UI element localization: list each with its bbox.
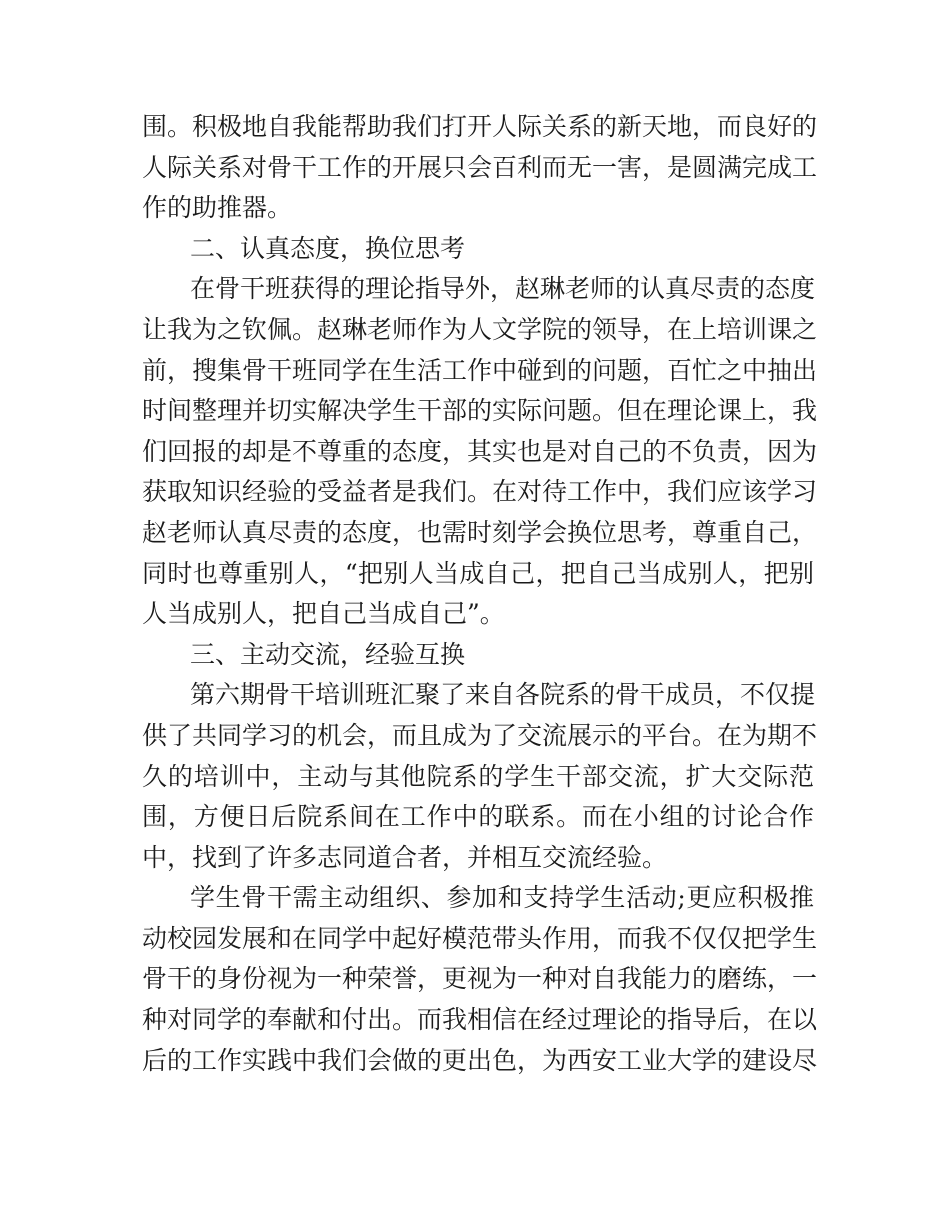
text-line: 在骨干班获得的理论指导外，赵琳老师的认真尽责的态度 [190,274,816,304]
text-line: 们回报的却是不尊重的态度，其实也是对自己的不负责，因为 [142,436,818,466]
text-line: 中，找到了许多志同道合者，并相互交流经验。 [142,842,668,872]
text-line: 时间整理并切实解决学生干部的实际问题。但在理论课上，我 [142,396,818,426]
text-line: 围。积极地自我能帮助我们打开人际关系的新天地，而良好的 [142,112,818,141]
text-line: 让我为之钦佩。赵琳老师作为人文学院的领导，在上培训课之 [142,314,818,344]
text-line: 第六期骨干培训班汇聚了来自各院系的骨干成员，不仅提 [190,680,816,710]
text-line: 同时也尊重别人，“把别人当成自己，把自己当成别人，把别 [142,558,814,588]
text-line: 学生骨干需主动组织、参加和支持学生活动;更应积极推 [190,883,814,913]
text-line: 动校园发展和在同学中起好模范带头作用，而我不仅仅把学生 [142,923,818,953]
body-text [142,107,818,1081]
text-line: 获取知识经验的受益者是我们。在对待工作中，我们应该学习 [142,477,818,507]
section-heading: 二、认真态度，换位思考 [190,233,466,263]
text-line: 供了共同学习的机会，而且成为了交流展示的平台。在为期不 [142,720,818,750]
text-line: 赵老师认真尽责的态度，也需时刻学会换位思考，尊重自己， [142,517,818,547]
text-line: 种对同学的奉献和付出。而我相信在经过理论的指导后，在以 [142,1005,818,1035]
text-line: 人当成别人，把自己当成自己”。 [142,599,505,629]
text-line: 骨干的身份视为一种荣誉，更视为一种对自我能力的磨练，一 [142,964,818,994]
text-line: 久的培训中，主动与其他院系的学生干部交流，扩大交际范 [142,761,814,791]
section-heading: 三、主动交流，经验互换 [190,639,466,669]
text-line: 后的工作实践中我们会做的更出色，为西安工业大学的建设尽 [142,1045,818,1075]
text-line: 围，方便日后院系间在工作中的联系。而在小组的讨论合作 [142,802,814,832]
text-line: 作的助推器。 [142,193,293,223]
text-line: 人际关系对骨干工作的开展只会百利而无一害，是圆满完成工 [142,152,818,182]
text-line: 前，搜集骨干班同学在生活工作中碰到的问题，百忙之中抽出 [142,355,818,385]
